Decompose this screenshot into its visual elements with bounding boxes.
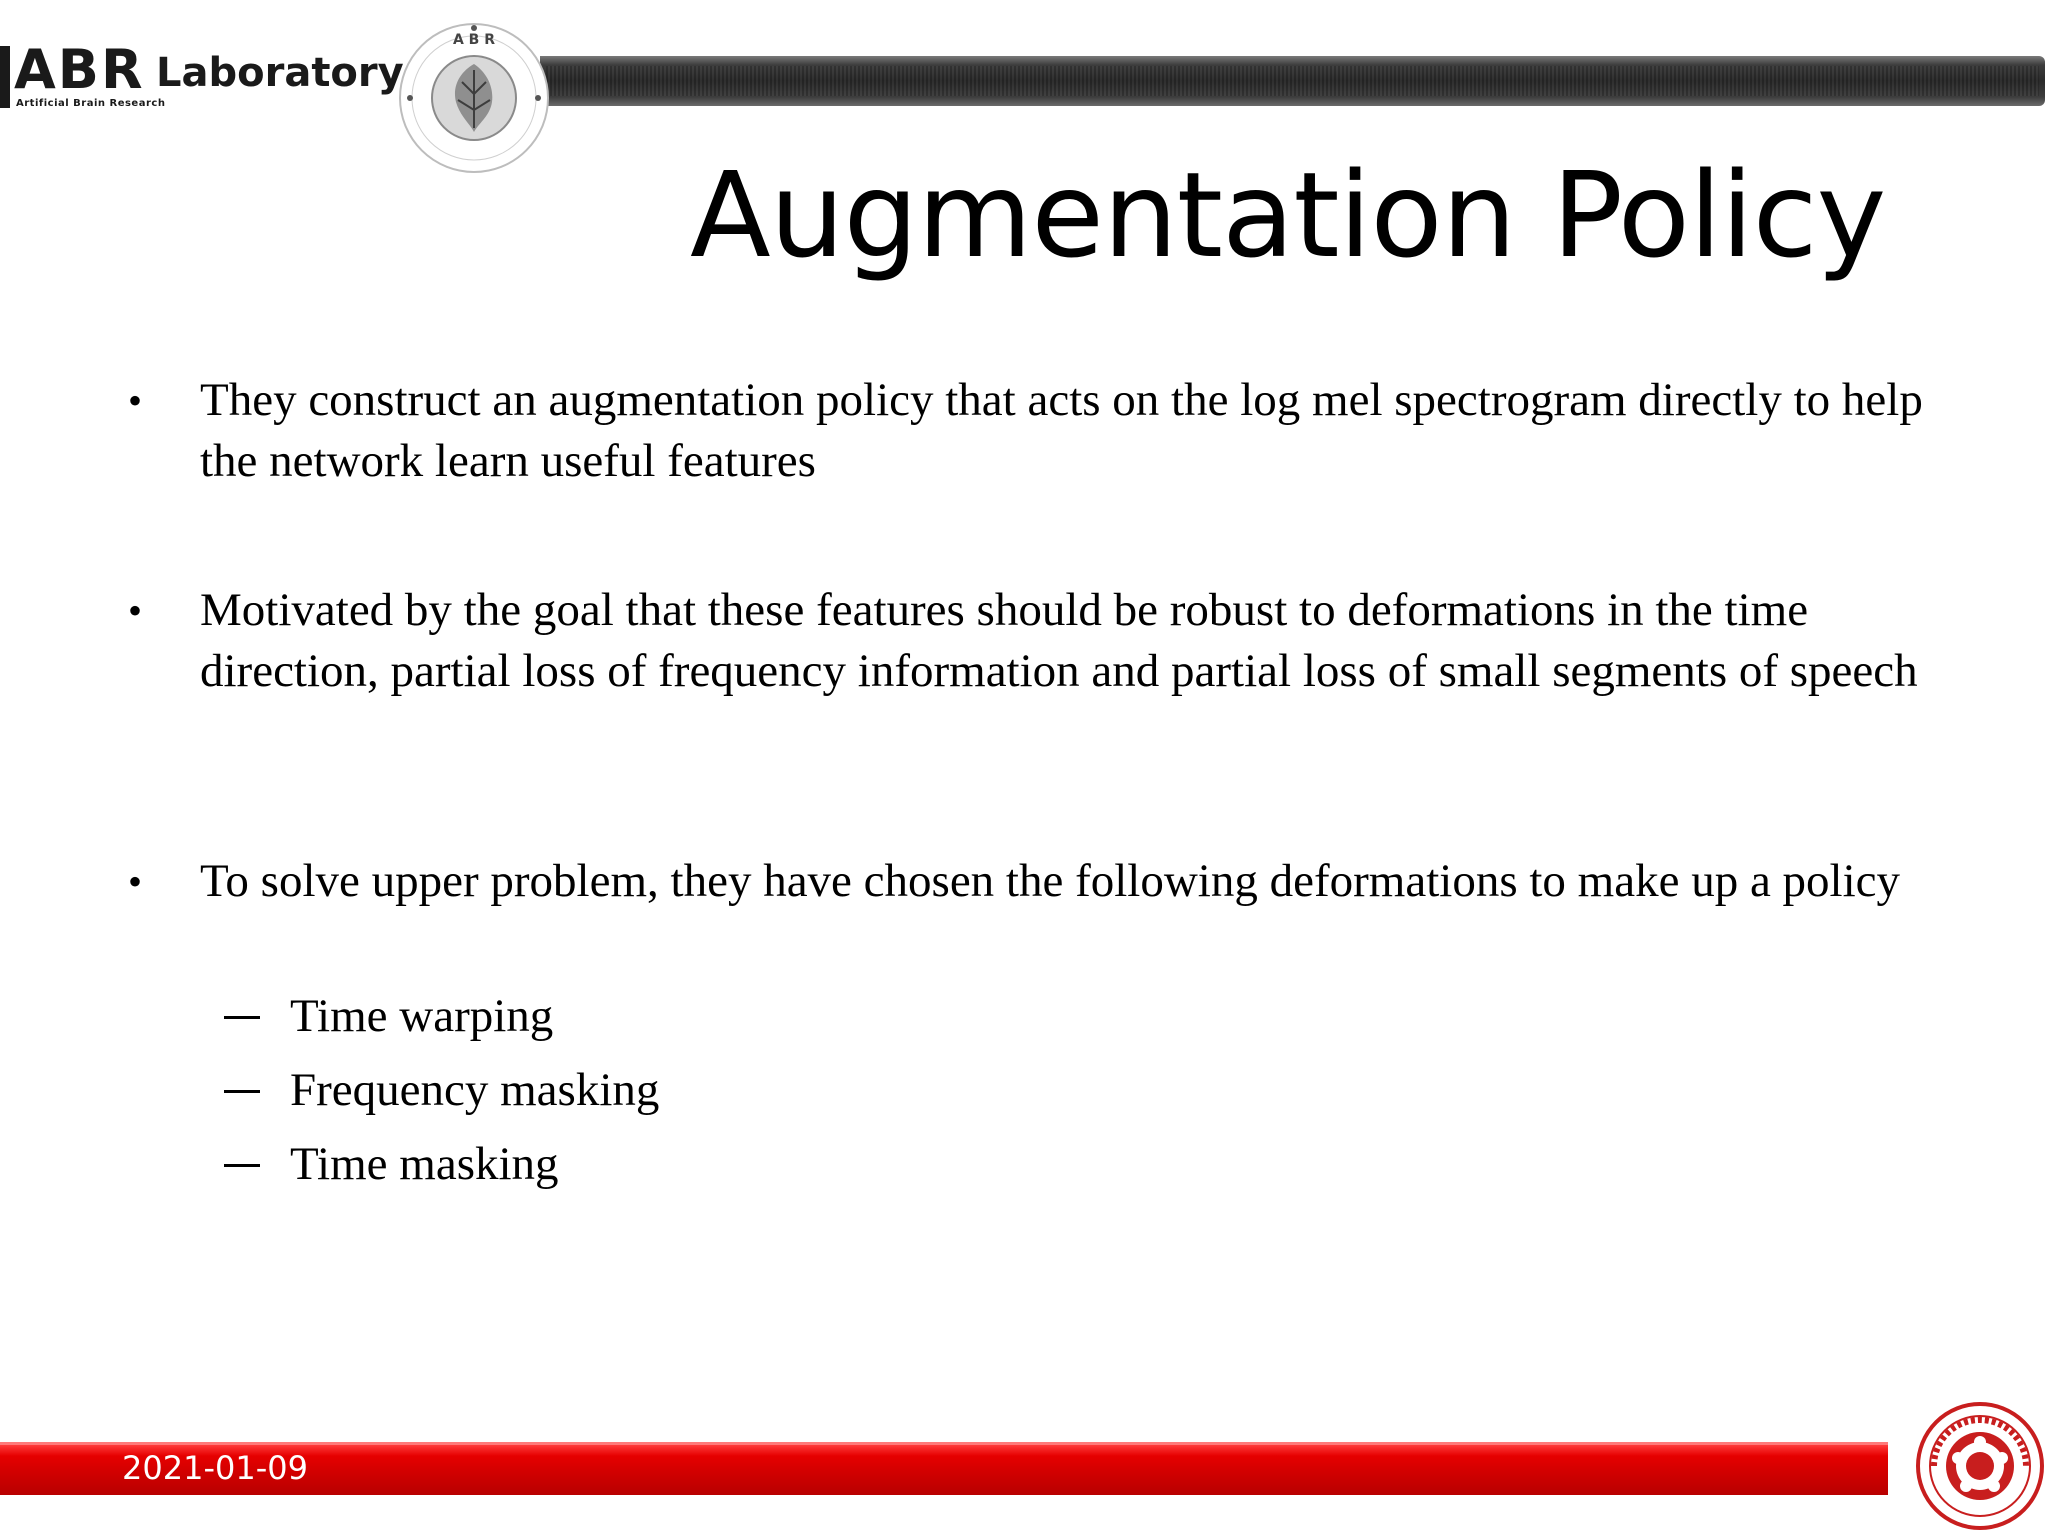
bullet-text: They construct an augmentation policy that acts on the log mel spectrogram directly to help the network learn useful features bbox=[200, 374, 1923, 487]
brand-suffix: Laboratory bbox=[156, 50, 404, 96]
bullet-text: To solve upper problem, they have chosen the following deformations to make up a policy bbox=[200, 855, 1901, 907]
brand-logo bbox=[14, 38, 404, 110]
slide-title: Augmentation Policy bbox=[690, 146, 1886, 284]
sub-list-item bbox=[0, 1060, 2048, 1130]
abr-lab-seal-icon bbox=[396, 20, 552, 176]
svg-text:A B R: A B R bbox=[452, 32, 496, 48]
sub-list-item bbox=[0, 986, 2048, 1056]
dash-icon bbox=[224, 1090, 260, 1093]
footer-date: 2021-01-09 bbox=[122, 1449, 308, 1487]
sub-item-text: Time masking bbox=[290, 1138, 559, 1190]
sub-item-text: Time warping bbox=[290, 990, 554, 1042]
sub-list-item bbox=[0, 1134, 2048, 1204]
brand-name: ABR bbox=[14, 38, 145, 101]
dash-icon bbox=[224, 1164, 260, 1167]
bullet-icon: • bbox=[127, 588, 142, 633]
brand-subtitle: Artificial Brain Research bbox=[16, 98, 166, 109]
dash-icon bbox=[224, 1016, 260, 1019]
bullet-icon: • bbox=[127, 378, 142, 423]
bullet-icon: • bbox=[127, 859, 142, 904]
bullet-text: Motivated by the goal that these features should be robust to deformations in the time direction, partial loss of frequency information and partial loss of small segments of speech bbox=[200, 584, 1918, 697]
sub-item-text: Frequency masking bbox=[290, 1064, 660, 1116]
kyungpook-university-seal-icon bbox=[1914, 1400, 2046, 1532]
header-bar bbox=[540, 56, 2045, 106]
header-left-accent bbox=[0, 46, 10, 108]
